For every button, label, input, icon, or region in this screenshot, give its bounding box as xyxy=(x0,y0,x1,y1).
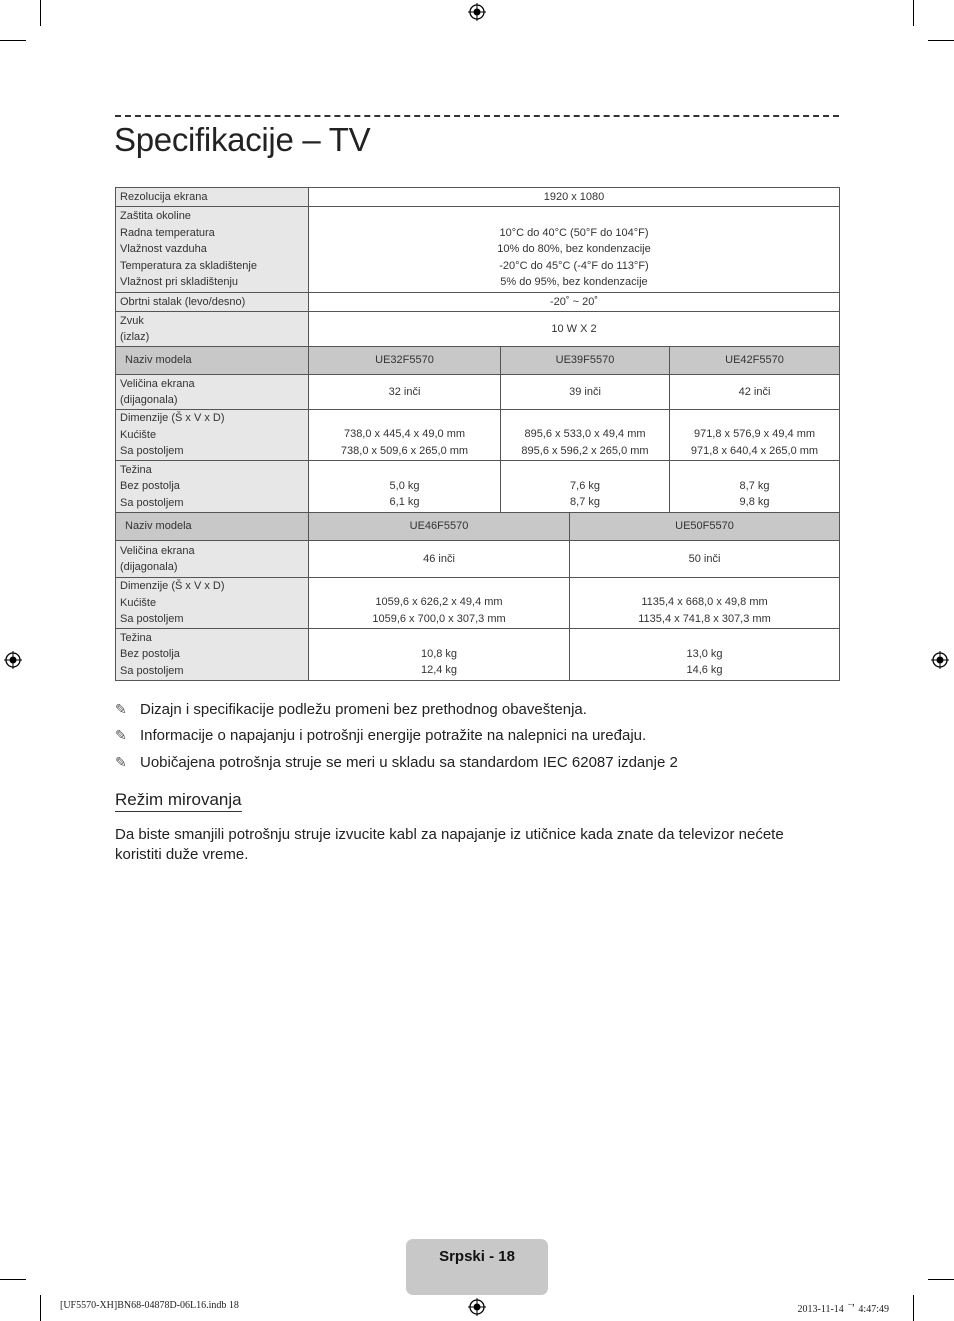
table-row xyxy=(116,207,840,293)
crop-mark xyxy=(0,40,26,41)
value-line: 1059,6 x 626,2 x 49,4 mm xyxy=(375,596,503,608)
label-line: Sa postoljem xyxy=(120,613,184,626)
table-row xyxy=(116,629,840,681)
spec-table xyxy=(115,187,840,681)
note-text: Uobičajena potrošnja struje se meri u skladu sa standardom IEC 62087 izdanje 2 xyxy=(140,753,678,771)
title-divider xyxy=(115,115,839,117)
table-row xyxy=(116,312,840,347)
dimension-value xyxy=(309,578,570,629)
note-item xyxy=(115,723,678,750)
table-row xyxy=(116,188,840,207)
header-label: Naziv modela xyxy=(116,513,309,541)
page-number: Srpski - 18 xyxy=(439,1248,515,1265)
label-line: Kućište xyxy=(120,428,157,441)
label-line: Sa postoljem xyxy=(120,445,184,458)
row-label xyxy=(116,375,309,410)
label-line: Zaštita okoline xyxy=(120,210,191,223)
size-value: 39 inči xyxy=(501,375,670,410)
value-line: -20°C do 45°C (-4°F do 113°F) xyxy=(499,259,649,272)
dimension-value xyxy=(670,410,840,461)
weight-value xyxy=(309,461,501,513)
pencil-note-icon: ✎ xyxy=(115,700,127,717)
label-line: Sa postoljem xyxy=(120,496,184,509)
label-line: Vlažnost vazduha xyxy=(120,243,207,256)
weight-value xyxy=(309,629,570,681)
value-line: 971,8 x 640,4 x 265,0 mm xyxy=(690,444,819,457)
weight-value xyxy=(501,461,670,513)
label-line: Dimenzije (Š x V x D) xyxy=(120,580,225,593)
model-header-row xyxy=(116,347,840,375)
footer-file-info: [UF5570-XH]BN68-04878D-06L16.indb 18 xyxy=(60,1300,239,1311)
model-name: UE42F5570 xyxy=(670,347,840,375)
label-line: Vlažnost pri skladištenju xyxy=(120,276,239,289)
value-line: 10°C do 40°C (50°F do 104°F) xyxy=(499,226,649,239)
value-line: 738,0 x 445,4 x 49,0 mm xyxy=(343,428,466,440)
note-item xyxy=(115,749,678,776)
crop-mark xyxy=(913,1295,914,1321)
value-line: 14,6 kg xyxy=(686,664,723,676)
value-line: 5,0 kg xyxy=(389,479,420,492)
label-line: Radna temperatura xyxy=(120,226,215,239)
weight-value xyxy=(670,461,840,513)
note-text: Dizajn i specifikacije podležu promeni bez prethodnog obaveštenja. xyxy=(140,700,587,718)
note-text: Informacije o napajanju i potrošnji energije potražite na nalepnici na uređaju. xyxy=(140,727,647,745)
label-line: Veličina ekrana xyxy=(120,377,195,390)
registration-mark-icon xyxy=(4,651,22,669)
label-line: (izlaz) xyxy=(120,331,150,343)
value-line: 1135,4 x 668,0 x 49,8 mm xyxy=(641,596,768,608)
crop-mark xyxy=(40,1295,41,1321)
label-line: Težina xyxy=(120,631,152,644)
crop-mark xyxy=(913,0,914,26)
row-label: Rezolucija ekrana xyxy=(116,188,309,207)
table-row xyxy=(116,293,840,312)
model-name: UE39F5570 xyxy=(501,347,670,375)
dimension-value xyxy=(570,578,840,629)
row-label xyxy=(116,629,309,681)
value-line: 13,0 kg xyxy=(686,647,723,660)
value-line: 12,4 kg xyxy=(420,664,458,676)
weight-value xyxy=(570,629,840,681)
section-paragraph: Da biste smanjili potrošnju struje izvucite kabl za napajanje iz utičnice kada znate da televizor nećete koristiti duže vreme. xyxy=(115,826,784,863)
row-label: Obrtni stalak (levo/desno) xyxy=(116,293,309,312)
table-row xyxy=(116,410,840,461)
row-value: 1920 x 1080 xyxy=(309,188,840,207)
value-line: 5% do 95%, bez kondenzacije xyxy=(500,276,648,288)
value-line: 971,8 x 576,9 x 49,4 mm xyxy=(693,428,816,440)
crop-mark xyxy=(928,1279,954,1280)
size-value: 42 inči xyxy=(670,375,840,410)
value-line: 7,6 kg xyxy=(570,479,600,492)
row-label xyxy=(116,541,309,578)
dimension-value xyxy=(309,410,501,461)
table-row xyxy=(116,461,840,513)
pencil-note-icon: ✎ xyxy=(115,753,127,770)
crop-mark xyxy=(928,40,954,41)
value-line: 6,1 kg xyxy=(389,496,420,508)
model-name: UE50F5570 xyxy=(570,513,840,541)
registration-mark-icon xyxy=(468,3,486,21)
model-name: UE46F5570 xyxy=(309,513,570,541)
crop-mark xyxy=(0,1279,26,1280)
label-line: (dijagonala) xyxy=(120,561,178,573)
value-line: 1059,6 x 700,0 x 307,3 mm xyxy=(372,612,506,625)
label-line: Zvuk xyxy=(120,314,144,327)
registration-mark-icon xyxy=(468,1298,486,1316)
model-header-row xyxy=(116,513,840,541)
size-value: 46 inči xyxy=(309,541,570,578)
label-line: (dijagonala) xyxy=(120,394,178,406)
page-title: Specifikacije – TV xyxy=(114,121,371,158)
row-value: -20˚ ~ 20˚ xyxy=(309,293,840,312)
label-line: Sa postoljem xyxy=(120,664,184,677)
row-value: 10 W X 2 xyxy=(309,312,840,347)
value-line: 10% do 80%, bez kondenzacije xyxy=(497,243,651,255)
model-name: UE32F5570 xyxy=(309,347,501,375)
label-line: Veličina ekrana xyxy=(120,544,195,557)
value-line: 10,8 kg xyxy=(420,647,458,660)
registration-mark-icon xyxy=(931,651,949,669)
table-row xyxy=(116,578,840,629)
value-line: 1135,4 x 741,8 x 307,3 mm xyxy=(638,612,771,625)
label-line: Bez postolja xyxy=(120,648,180,661)
table-row xyxy=(116,375,840,410)
notes-list xyxy=(115,696,678,776)
value-line: 738,0 x 509,6 x 265,0 mm xyxy=(340,444,469,457)
label-line: Bez postolja xyxy=(120,480,180,493)
row-value xyxy=(309,207,840,293)
row-label xyxy=(116,312,309,347)
value-line: 8,7 kg xyxy=(739,479,770,492)
table-row xyxy=(116,541,840,578)
label-line: Temperatura za skladištenje xyxy=(120,259,257,272)
page-number-tab xyxy=(406,1239,548,1295)
label-line: Dimenzije (Š x V x D) xyxy=(120,412,225,425)
header-label: Naziv modela xyxy=(116,347,309,375)
section-heading: Režim mirovanja xyxy=(115,790,242,812)
label-line: Kućište xyxy=(120,596,157,609)
value-line: 8,7 kg xyxy=(570,496,600,508)
row-label xyxy=(116,410,309,461)
label-line: Težina xyxy=(120,463,152,476)
footer-timestamp: 2013-11-14 ᄀ 4:47:49 xyxy=(797,1304,889,1315)
value-line: 9,8 kg xyxy=(739,496,770,508)
crop-mark xyxy=(40,0,41,26)
value-line: 895,6 x 533,0 x 49,4 mm xyxy=(524,428,646,440)
size-value: 50 inči xyxy=(570,541,840,578)
row-label xyxy=(116,461,309,513)
row-label xyxy=(116,578,309,629)
row-label xyxy=(116,207,309,293)
value-line: 895,6 x 596,2 x 265,0 mm xyxy=(521,444,649,457)
size-value: 32 inči xyxy=(309,375,501,410)
pencil-note-icon: ✎ xyxy=(115,727,127,744)
note-item xyxy=(115,696,678,723)
dimension-value xyxy=(501,410,670,461)
